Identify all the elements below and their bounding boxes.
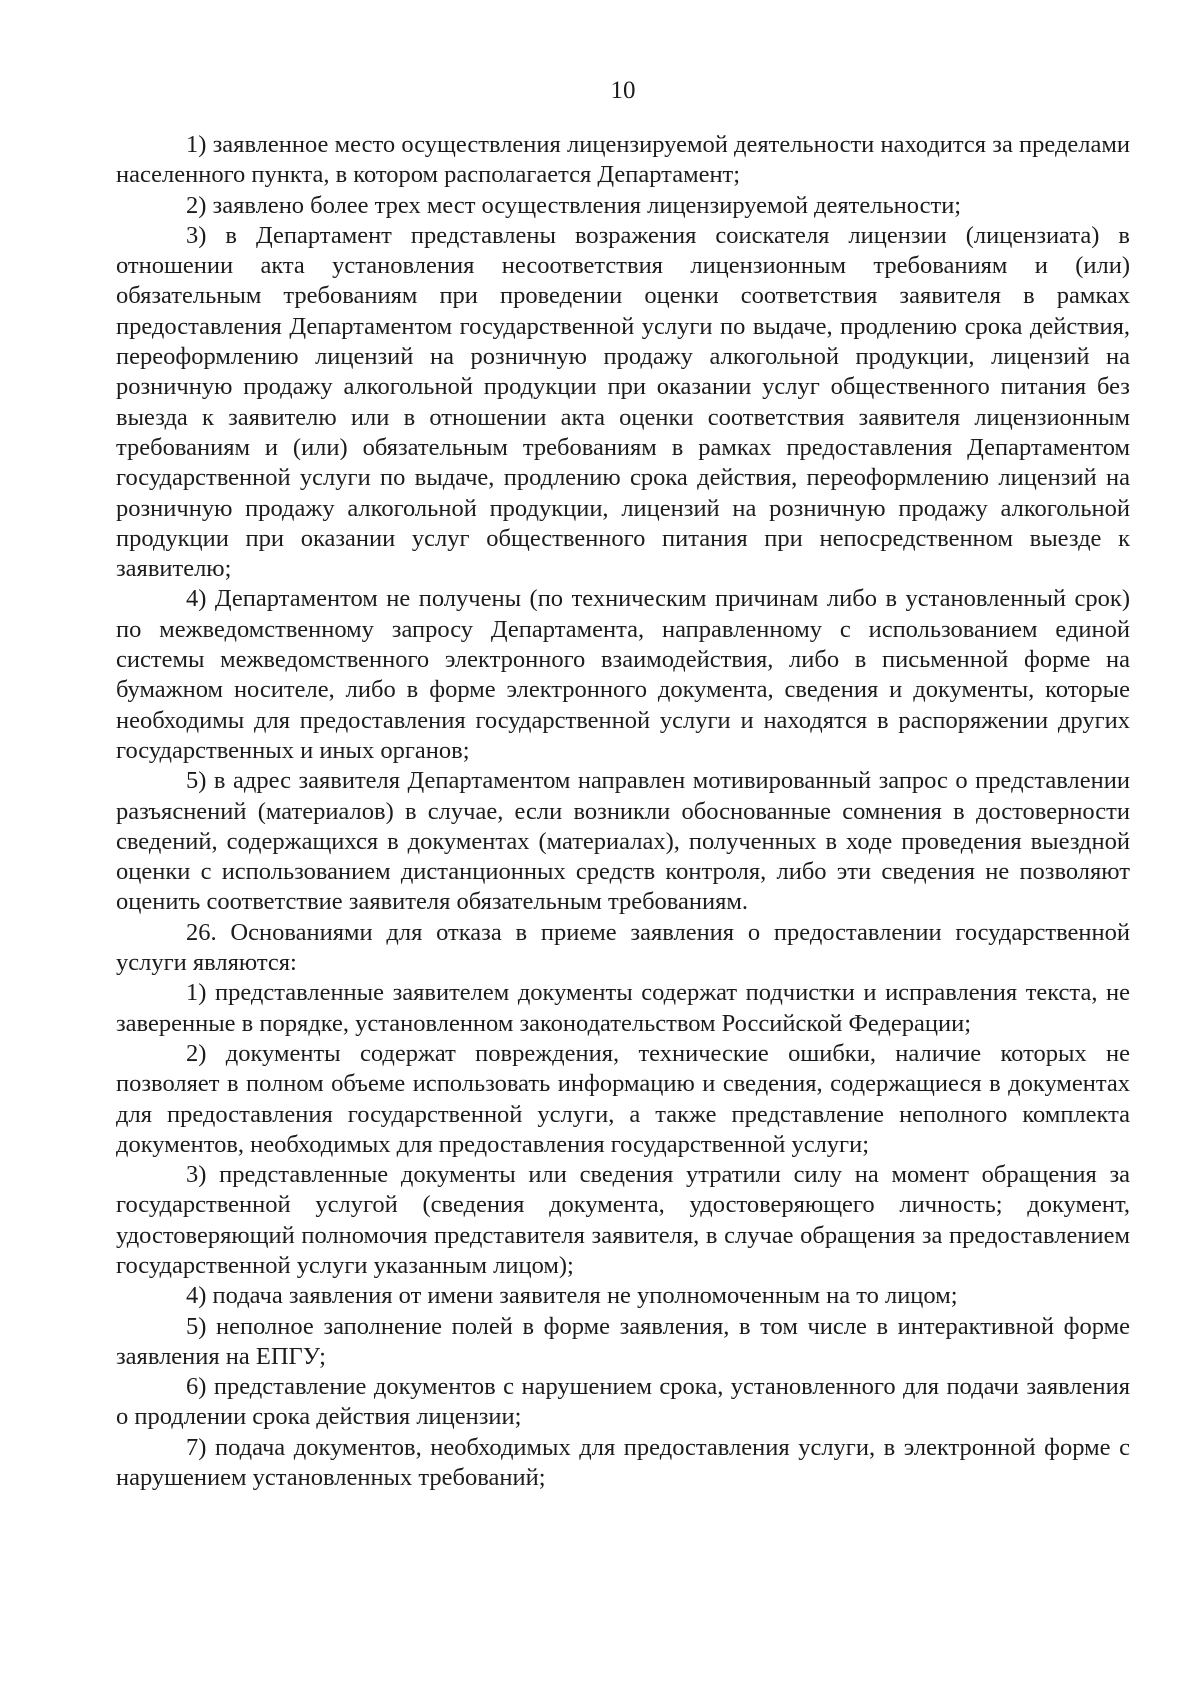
paragraph: 4) подача заявления от имени заявителя не уполномоченным на то лицом; — [186, 1282, 958, 1310]
paragraph: 5) в адрес заявителя Департаментом направлен мотивированный запрос о представлении разъяснений (материалов) в случае, если возникли обоснованные сомнения в достоверности сведений, содержащихся в документах (материалах), полученных в ходе проведения выездной оценки с использованием дистанционных средств контроля, либо эти сведения не позволяют оценить соответствие заявителя обязательным требованиям. — [116, 767, 1130, 916]
paragraph: 4) Департаментом не получены (по техническим причинам либо в установленный срок) по межведомственному запросу Департамента, направленному с использованием единой системы межведомственного электронного взаимодействия, либо в письменной форме на бумажном носителе, либо в форме электронного документа, сведения и документы, которые необходимы для предоставления государственной услуги и находятся в распоряжении других государственных и иных органов; — [116, 585, 1130, 764]
paragraph: 2) заявлено более трех мест осуществления лицензируемой деятельности; — [186, 191, 962, 219]
paragraph: 3) в Департамент представлены возражения соискателя лицензии (лицензиата) в отношении акта установления несоответствия лицензионным требованиям и (или) обязательным требованиям при проведении оценки соответствия заявителя в рамках предоставления Департаментом государственной услуги по выдаче, продлению срока действия, переоформлению лицензий на розничную продажу алкогольной продукции, лицензий на розничную продажу алкогольной продукции при оказании услуг общественного питания без выезда к заявителю или в отношении акта оценки соответствия заявителя лицензионным требованиям и (или) обязательным требованиям в рамках предоставления Департаментом государственной услуги по выдаче, продлению срока действия, переоформлению лицензий на розничную продажу алкогольной продукции, лицензий на розничную продажу алкогольной продукции при оказании услуг общественного питания при непосредственном выезде к заявителю; — [116, 221, 1130, 583]
paragraph: 6) представление документов с нарушением срока, установленного для подачи заявления о продлении срока действия лицензии; — [116, 1373, 1130, 1431]
paragraph: 3) представленные документы или сведения утратили силу на момент обращения за государственной услугой (сведения документа, удостоверяющего личность; документ, удостоверяющий полномочия представителя заявителя, в случае обращения за предоставлением государственной услуги указанным лицом); — [116, 1161, 1130, 1279]
document-body — [116, 130, 1130, 1493]
page-number: 10 — [610, 77, 636, 104]
paragraph: 2) документы содержат повреждения, технические ошибки, наличие которых не позволяет в полном объеме использовать информацию и сведения, содержащиеся в документах для предоставления государственной услуги, а также представление неполного комплекта документов, необходимых для предоставления государственной услуги; — [116, 1039, 1130, 1158]
paragraph: 1) представленные заявителем документы содержат подчистки и исправления текста, не заверенные в порядке, установленном законодательством Российской Федерации; — [116, 979, 1130, 1037]
paragraph: 7) подача документов, необходимых для предоставления услуги, в электронной форме с нарушением установленных требований; — [116, 1433, 1130, 1492]
paragraph: 5) неполное заполнение полей в форме заявления, в том числе в интерактивной форме заявления на ЕПГУ; — [116, 1312, 1130, 1370]
paragraph: 1) заявленное место осуществления лицензируемой деятельности находится за пределами населенного пункта, в котором располагается Департамент; — [116, 131, 1130, 189]
paragraph: 26. Основаниями для отказа в приеме заявления о предоставлении государственной услуги являются: — [116, 918, 1130, 977]
